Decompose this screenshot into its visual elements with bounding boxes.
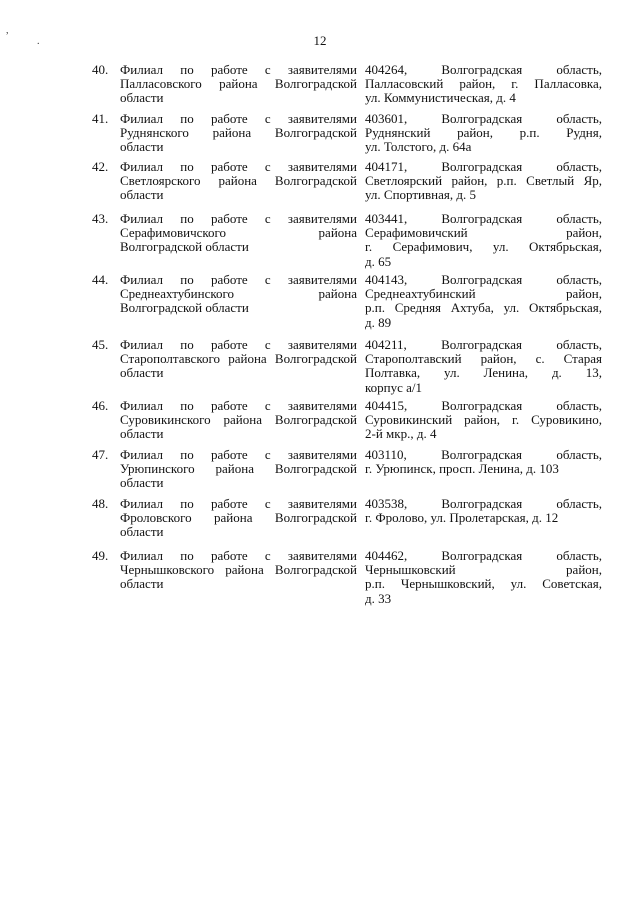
page-number: 12	[313, 33, 327, 48]
branch-name-line: Светлоярского района Волгоградской	[120, 173, 357, 189]
branch-address-line: Палласовский район, г. Палласовка,	[365, 76, 602, 92]
branch-name-line: Фроловского района Волгоградской	[120, 510, 357, 526]
row-number: 43.	[92, 211, 109, 226]
branch-address-line: д. 33	[365, 590, 392, 606]
branch-name-line: Филиал по работе с заявителями	[120, 272, 357, 287]
branch-address-line: Чернышковский район,	[365, 562, 602, 578]
branch-name-line: Руднянского района Волгоградской	[120, 125, 357, 141]
branch-name-line: Среднеахтубинского района	[120, 286, 357, 302]
row-number: 45.	[92, 337, 109, 352]
branch-name-line: Палласовского района Волгоградской	[120, 76, 357, 92]
branch-name-line: Старополтавского района Волгоградской	[120, 351, 357, 367]
branch-address-line: г. Серафимович, ул. Октябрьская,	[365, 239, 602, 255]
branch-name-line: области	[120, 524, 164, 540]
branch-address-line: р.п. Средняя Ахтуба, ул. Октябрьская,	[365, 300, 602, 316]
row-number: 41.	[92, 111, 109, 126]
branch-name	[120, 63, 357, 106]
branch-name-line: Филиал по работе с заявителями	[120, 548, 357, 563]
branch-address	[365, 160, 602, 203]
branch-address-line: Руднянский район, р.п. Рудня,	[365, 125, 602, 141]
branch-name	[120, 497, 357, 540]
branch-address	[365, 338, 602, 395]
branch-address-line: 404462, Волгоградская область,	[365, 548, 602, 563]
table-row	[92, 212, 602, 269]
branch-address-line: Среднеахтубинский район,	[365, 286, 602, 302]
table-row	[92, 448, 602, 491]
table-row	[92, 338, 602, 395]
branch-name-line: Филиал по работе с заявителями	[120, 398, 357, 413]
row-number: 49.	[92, 548, 109, 563]
branch-name-line: Филиал по работе с заявителями	[120, 211, 357, 226]
table-row	[92, 399, 602, 442]
branch-name-line: Волгоградской области	[120, 239, 249, 255]
branch-address-line: 404415, Волгоградская область,	[365, 398, 602, 413]
branch-address-line: 403538, Волгоградская область,	[365, 496, 602, 511]
branch-name-line: области	[120, 187, 164, 203]
branch-address-line: корпус а/1	[365, 379, 423, 395]
branch-name	[120, 399, 357, 442]
table-row	[92, 273, 602, 330]
branch-address-line: 404264, Волгоградская область,	[365, 62, 602, 77]
branch-address-line: 403601, Волгоградская область,	[365, 111, 602, 126]
branch-name	[120, 212, 357, 269]
branch-name	[120, 549, 357, 606]
branch-name-line: Филиал по работе с заявителями	[120, 159, 357, 174]
branch-address	[365, 212, 602, 269]
branch-address	[365, 448, 602, 491]
row-number: 42.	[92, 159, 109, 174]
branch-address	[365, 549, 602, 606]
branch-address-line: д. 89	[365, 314, 392, 330]
row-number: 40.	[92, 62, 109, 77]
branch-address-line: 404211, Волгоградская область,	[365, 337, 602, 352]
branch-address-line: Суровикинский район, г. Суровикино,	[365, 412, 602, 428]
scan-mark-dot: .	[37, 36, 40, 47]
branch-address	[365, 112, 602, 155]
branch-address-line: ул. Толстого, д. 64а	[365, 139, 472, 155]
branch-address-line: 404143, Волгоградская область,	[365, 272, 602, 287]
branch-name	[120, 273, 357, 330]
branch-address-line: г. Фролово, ул. Пролетарская, д. 12	[365, 510, 559, 526]
branch-name-line: области	[120, 576, 164, 592]
table-row	[92, 112, 602, 155]
branch-address-line: г. Урюпинск, просп. Ленина, д. 103	[365, 461, 559, 477]
branch-name-line: Урюпинского района Волгоградской	[120, 461, 357, 477]
branch-address-line: Полтавка, ул. Ленина, д. 13,	[365, 365, 602, 381]
row-number: 48.	[92, 496, 109, 511]
row-number: 46.	[92, 398, 109, 413]
branch-name-line: Филиал по работе с заявителями	[120, 111, 357, 126]
branch-name-line: области	[120, 475, 164, 491]
branch-address-line: 403441, Волгоградская область,	[365, 211, 602, 226]
branch-name-line: Чернышковского района Волгоградской	[120, 562, 357, 578]
table-row	[92, 549, 602, 606]
branch-address-line: ул. Спортивная, д. 5	[365, 187, 476, 203]
branch-address	[365, 497, 602, 540]
table-row	[92, 497, 602, 540]
branch-name-line: области	[120, 90, 164, 106]
branch-address-line: Серафимовичский район,	[365, 225, 602, 241]
table-row	[92, 160, 602, 203]
branch-name-line: Филиал по работе с заявителями	[120, 62, 357, 77]
branch-address-line: р.п. Чернышковский, ул. Советская,	[365, 576, 602, 592]
branch-address-line: 404171, Волгоградская область,	[365, 159, 602, 174]
branch-name	[120, 448, 357, 491]
branch-name-line: области	[120, 426, 164, 442]
row-number: 47.	[92, 447, 109, 462]
branch-name-line: Филиал по работе с заявителями	[120, 447, 357, 462]
branch-name-line: Волгоградской области	[120, 300, 249, 316]
branch-address-line: 403110, Волгоградская область,	[365, 447, 602, 462]
branch-name-line: Суровикинского района Волгоградской	[120, 412, 357, 428]
branch-name	[120, 338, 357, 395]
branch-name-line: области	[120, 139, 164, 155]
branch-name-line: Серафимовичского района	[120, 225, 357, 241]
table-row	[92, 63, 602, 106]
scan-mark-comma: ,	[6, 25, 9, 36]
branch-address-line: Светлоярский район, р.п. Светлый Яр,	[365, 173, 602, 189]
branch-address-line: д. 65	[365, 253, 392, 269]
branch-address-line: 2-й мкр., д. 4	[365, 426, 437, 442]
branch-address	[365, 399, 602, 442]
branch-name-line: Филиал по работе с заявителями	[120, 496, 357, 511]
branch-address-line: ул. Коммунистическая, д. 4	[365, 90, 516, 106]
branch-name	[120, 112, 357, 155]
row-number: 44.	[92, 272, 109, 287]
branch-address	[365, 273, 602, 330]
branch-name	[120, 160, 357, 203]
branch-name-line: Филиал по работе с заявителями	[120, 337, 357, 352]
branch-name-line: области	[120, 365, 164, 381]
branch-address-line: Старополтавский район, с. Старая	[365, 351, 602, 367]
branch-address	[365, 63, 602, 106]
